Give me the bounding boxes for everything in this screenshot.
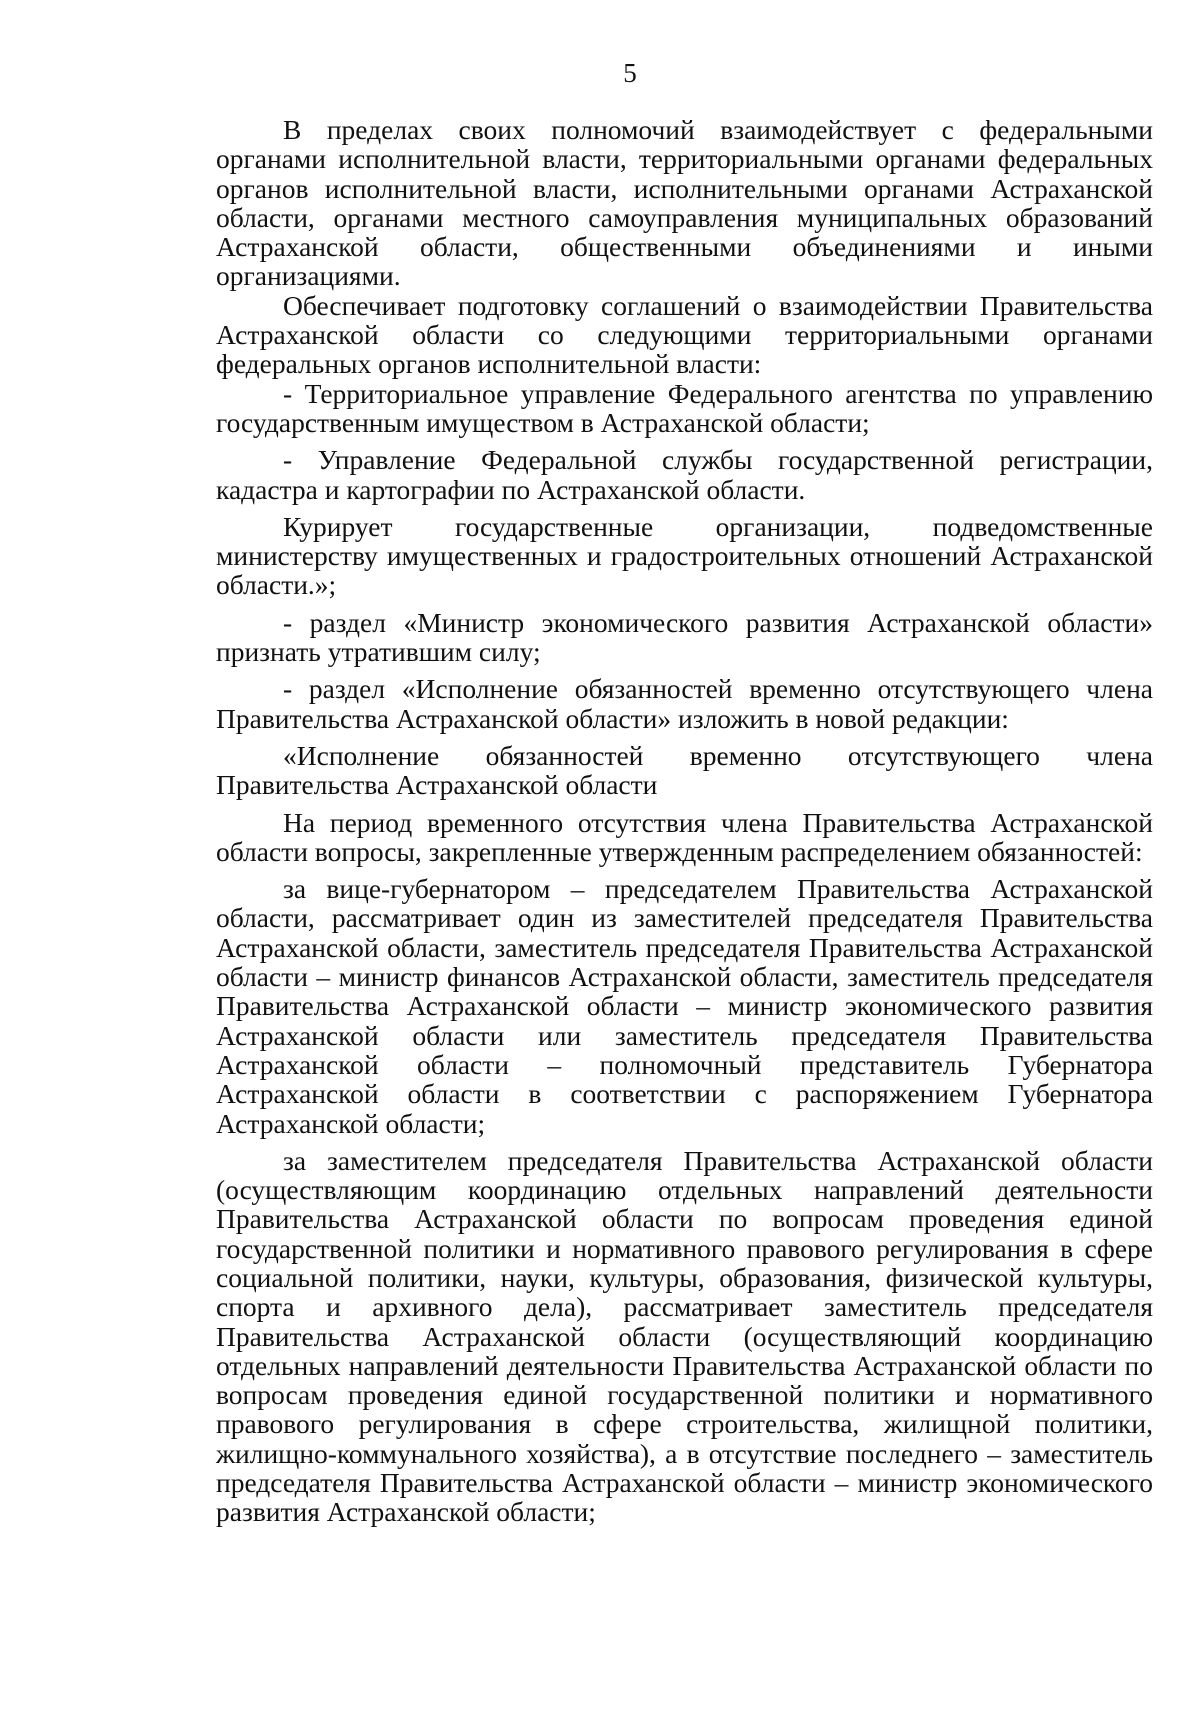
paragraph-deputy-chairman-social: за заместителем председателя Правительства Астраханской области (осуществляющим координацию отдельных направлений деятельности Правительства Астраханской области по вопросам проведения единой государственной политики и нормативного правового регулирования в сфере социальной политики, науки, культуры, образования, физической культуры, спорта и архивного дела), рассматривает заместитель председателя Правительства Астраханской области (осуществляющий координацию отдельных направлений деятельности Правительства Астраханской области по вопросам проведения единой государственной политики и нормативного правового регулирования в сфере строительства, жилищной политики, жилищно-коммунального хозяйства), а в отсутствие последнего – заместитель председателя Правительства Астраханской области – министр экономического развития Астраханской области; — [216, 1144, 1153, 1528]
paragraph-section-title: «Исполнение обязанностей временно отсутствующего члена Правительства Астраханской области — [216, 739, 1153, 801]
paragraph-registration-service: - Управление Федеральной службы государственной регистрации, кадастра и картографии по Астраханской области. — [216, 444, 1153, 505]
paragraph-section-economic-minister: - раздел «Министр экономического развития Астраханской области» признать утратившим силу; — [216, 606, 1153, 668]
document-body — [216, 115, 1153, 1527]
paragraph-territorial-agency: - Территориальное управление Федерального агентства по управлению государственным имуществом в Астраханской области; — [216, 377, 1153, 438]
paragraph-section-temporary-duties: - раздел «Исполнение обязанностей временно отсутствующего члена Правительства Астраханской области» изложить в новой редакции: — [216, 673, 1153, 734]
paragraph-absence-period: На период временного отсутствия члена Правительства Астраханской области вопросы, закрепленные утвержденным распределением обязанностей: — [216, 806, 1153, 867]
paragraph-interaction: В пределах своих полномочий взаимодействует с федеральными органами исполнительной власти, территориальными органами федеральных органов исполнительной власти, исполнительными органами Астраханской области, органами местного самоуправления муниципальных образований Астраханской области, общественными объединениями и иными организациями. — [216, 114, 1153, 292]
paragraph-supervision: Курирует государственные организации, подведомственные министерству имущественных и градостроительных отношений Астраханской области.»; — [216, 510, 1153, 601]
paragraph-agreements: Обеспечивает подготовку соглашений о взаимодействии Правительства Астраханской области со следующими территориальными органами федеральных органов исполнительной власти: — [216, 289, 1153, 380]
paragraph-vice-governor: за вице-губернатором – председателем Правительства Астраханской области, рассматривает один из заместителей председателя Правительства Астраханской области, заместитель председателя Правительства Астраханской области – министр финансов Астраханской области, заместитель председателя Правительства Астраханской области – министр экономического развития Астраханской области или заместитель председателя Правительства Астраханской области – полномочный представитель Губернатора Астраханской области в соответствии с распоряжением Губернатора Астраханской области; — [216, 873, 1153, 1139]
page-number: 5 — [623, 58, 637, 88]
